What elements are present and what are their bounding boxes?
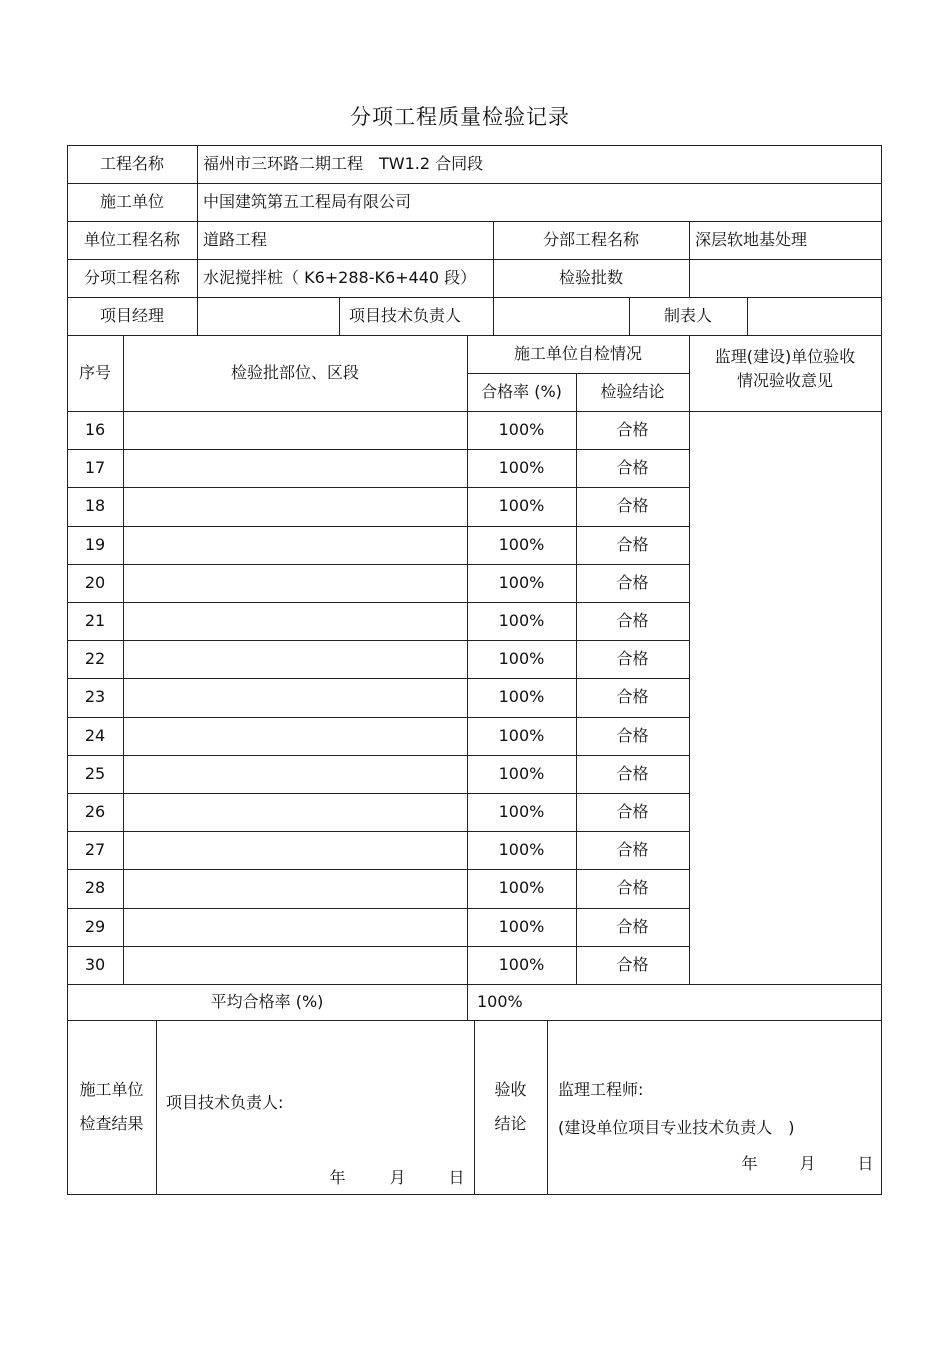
table-row-cell-row-conclusion: 合格 (616, 840, 649, 860)
table-row-cell-row-pass-rate: 100% (498, 572, 545, 592)
table-row-cell-row-location (123, 831, 467, 869)
table-row-cell-row-conclusion: 合格 (616, 687, 649, 707)
table-row-cell-row-number: 29 (84, 916, 106, 936)
table-row-cell-row-pass-rate: 100% (498, 611, 545, 631)
table-row-cell-row-pass-rate: 100% (498, 534, 545, 554)
col-header-self-check: 施工单位自检情况 (513, 344, 642, 363)
table-row-cell-row-location (123, 487, 467, 525)
table-row-cell-row-conclusion: 合格 (616, 763, 649, 783)
col-header-no: 序号 (78, 363, 111, 382)
project-name-value: 福州市三环路二期工程 TW1.2 合同段 (203, 154, 484, 173)
subitem-label: 分项工程名称 (83, 268, 180, 287)
table-row-cell-row-location (123, 640, 467, 678)
table-row-cell-row-number: 28 (84, 878, 106, 898)
table-row-cell-row-pass-rate: 100% (498, 420, 545, 440)
table-row-cell-row-conclusion: 合格 (616, 954, 649, 974)
subitem-value: 水泥搅拌桩（ K6+288-K6+440 段） (203, 268, 477, 287)
unit-project-label: 单位工程名称 (83, 230, 180, 249)
table-row-cell-row-conclusion: 合格 (616, 458, 649, 478)
grid-line (881, 145, 882, 1195)
table-row-cell-row-conclusion: 合格 (616, 496, 649, 516)
label-line: 检查结果 (79, 1114, 144, 1133)
grid-line (547, 1020, 548, 1195)
pm-label: 项目经理 (99, 306, 164, 325)
table-row-cell-row-pass-rate: 100% (498, 916, 545, 936)
contractor-label: 施工单位 (99, 192, 164, 211)
table-row-cell-row-conclusion: 合格 (616, 649, 649, 669)
table-row-cell-row-number: 20 (84, 572, 106, 592)
col-header-pass-rate: 合格率 (%) (481, 382, 562, 401)
day-label-right: 日 (857, 1154, 874, 1173)
table-row-cell-row-number: 26 (84, 802, 106, 822)
table-row-cell-row-pass-rate: 100% (498, 458, 545, 478)
table-row-cell-row-number: 22 (84, 649, 106, 669)
table-row-cell-row-location (123, 946, 467, 984)
contractor-result-label (67, 1020, 156, 1194)
label-line: 施工单位 (79, 1080, 144, 1099)
table-row-cell-row-number: 19 (84, 534, 106, 554)
table-row-cell-row-location (123, 755, 467, 793)
table-row-cell-row-pass-rate: 100% (498, 649, 545, 669)
table-row-cell-row-conclusion: 合格 (616, 611, 649, 631)
table-row-cell-row-number: 30 (84, 954, 106, 974)
supervision-opinion (689, 411, 881, 984)
label-line: 情况验收意见 (736, 371, 833, 390)
pm-value (197, 297, 339, 335)
table-row-cell-row-number: 21 (84, 611, 106, 631)
preparer-value (747, 297, 881, 335)
table-row-cell-row-location (123, 717, 467, 755)
table-row-cell-row-conclusion: 合格 (616, 725, 649, 745)
table-row-cell-row-location (123, 411, 467, 449)
contractor-value: 中国建筑第五工程局有限公司 (203, 192, 412, 211)
table-row-cell-row-pass-rate: 100% (498, 878, 545, 898)
acceptance-conclusion-label (474, 1020, 547, 1194)
average-value: 100% (477, 992, 523, 1011)
label-line: 监理(建设)单位验收 (714, 347, 856, 366)
table-row-cell-row-pass-rate: 100% (498, 763, 545, 783)
table-row-cell-row-conclusion: 合格 (616, 420, 649, 440)
table-row-cell-row-pass-rate: 100% (498, 802, 545, 822)
table-row-cell-row-conclusion: 合格 (616, 802, 649, 822)
tech-lead-value (493, 297, 629, 335)
tech-lead-label: 项目技术负责人 (349, 306, 462, 325)
table-row-cell-row-pass-rate: 100% (498, 496, 545, 516)
label-line: 结论 (494, 1114, 527, 1133)
table-row-cell-row-pass-rate: 100% (498, 840, 545, 860)
col-header-location: 检验批部位、区段 (230, 363, 359, 382)
table-row-cell-row-location (123, 678, 467, 716)
division-value: 深层软地基处理 (695, 230, 808, 249)
table-row-cell-row-pass-rate: 100% (498, 687, 545, 707)
batch-count-value (689, 259, 881, 297)
table-row-cell-row-conclusion: 合格 (616, 534, 649, 554)
table-row-cell-row-pass-rate: 100% (498, 954, 545, 974)
col-header-supervision (689, 335, 881, 411)
project-name-label: 工程名称 (99, 154, 164, 173)
table-row-cell-row-location (123, 602, 467, 640)
table-row-cell-row-conclusion: 合格 (616, 878, 649, 898)
average-label: 平均合格率 (%) (210, 992, 324, 1011)
page-title: 分项工程质量检验记录 (350, 105, 570, 129)
col-header-conclusion: 检验结论 (600, 382, 665, 401)
year-label-left: 年 (329, 1168, 346, 1187)
table-row-cell-row-conclusion: 合格 (616, 916, 649, 936)
label-line: 验收 (494, 1080, 527, 1099)
table-row-cell-row-location (123, 526, 467, 564)
supervisor-signature-label: 监理工程师: (558, 1080, 644, 1099)
tech-lead-signature-label: 项目技术负责人: (166, 1093, 284, 1112)
table-row-cell-row-number: 23 (84, 687, 106, 707)
owner-tech-lead-label: (建设单位项目专业技术负责人 ) (558, 1118, 795, 1137)
preparer-label: 制表人 (663, 306, 712, 325)
table-row-cell-row-number: 17 (84, 458, 106, 478)
table-row-cell-row-number: 25 (84, 763, 106, 783)
table-row-cell-row-number: 18 (84, 496, 106, 516)
unit-project-value: 道路工程 (203, 230, 268, 249)
year-label-right: 年 (741, 1154, 758, 1173)
table-row-cell-row-number: 27 (84, 840, 106, 860)
table-row-cell-row-location (123, 793, 467, 831)
table-row-cell-row-location (123, 869, 467, 907)
day-label-left: 日 (448, 1168, 465, 1187)
table-row-cell-row-location (123, 564, 467, 602)
batch-count-label: 检验批数 (558, 268, 623, 287)
table-row-cell-row-location (123, 908, 467, 946)
table-row-cell-row-number: 16 (84, 420, 106, 440)
table-row-cell-row-location (123, 449, 467, 487)
division-label: 分部工程名称 (542, 230, 639, 249)
table-row-cell-row-number: 24 (84, 725, 106, 745)
table-row-cell-row-conclusion: 合格 (616, 572, 649, 592)
table-row-cell-row-pass-rate: 100% (498, 725, 545, 745)
month-label-left: 月 (389, 1168, 406, 1187)
month-label-right: 月 (799, 1154, 816, 1173)
